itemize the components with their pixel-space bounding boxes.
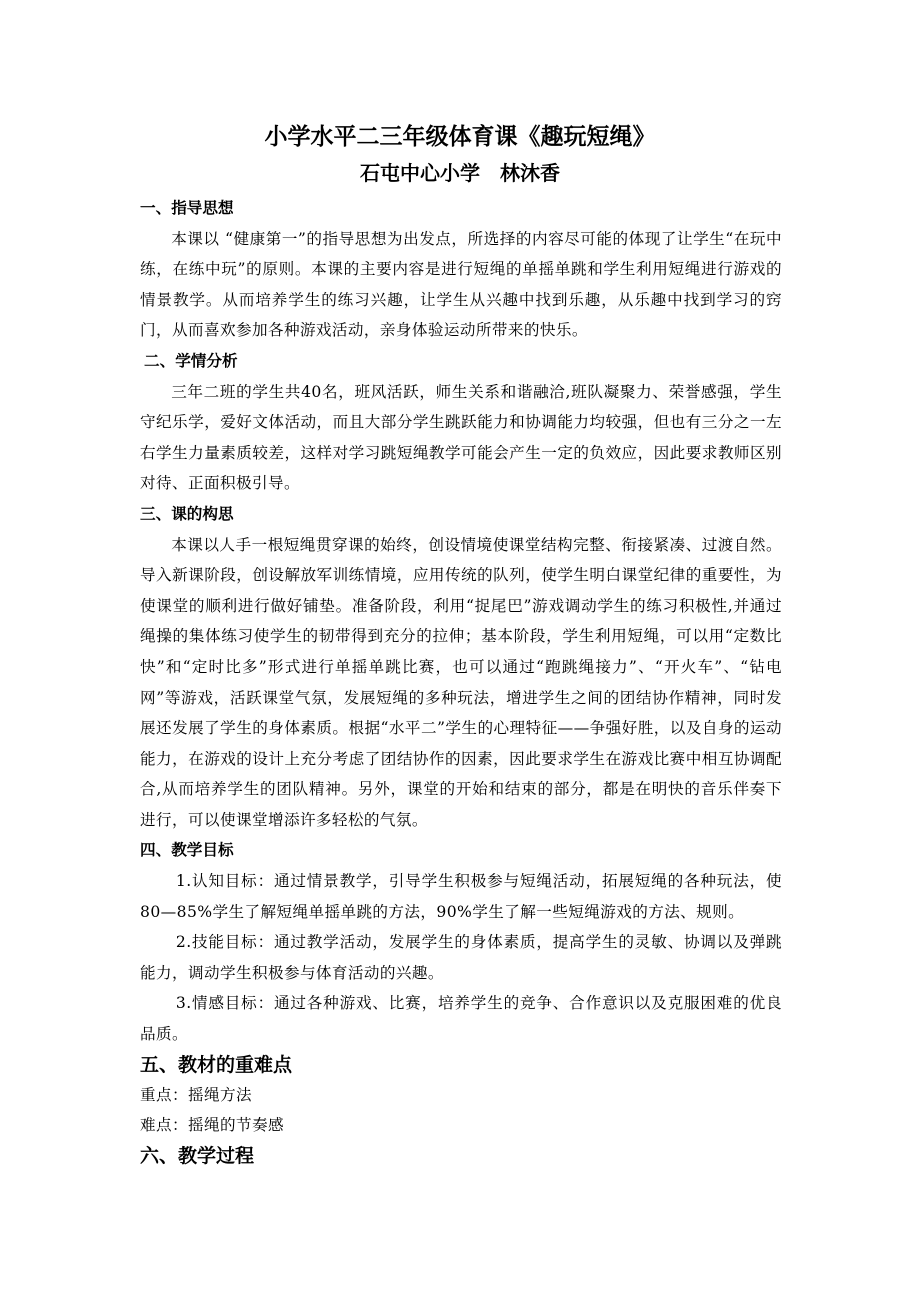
difficult-point-line: 难点：摇绳的节奏感	[140, 1116, 284, 1135]
section-heading-key-points: 五、教材的重难点	[140, 1053, 293, 1076]
author-line: 石屯中心小学 林沐香	[360, 161, 560, 185]
paragraph-lesson-concept: 本课以人手一根短绳贯穿课的始终，创设情境使课堂结构完整、衔接紧凑、过渡自然。导入新课阶段，创设解放军训练情境，应用传统的队列，使学生明白课堂纪律的重要性，为使课堂的顺利进行做好铺垫。准备阶段，利用“捉尾巴”游戏调动学生的练习积极性,并通过绳操的集体练习使学生的韧带得到充分的拉伸；基本阶段，学生利用短绳，可以用“定数比快”和“定时比多”形式进行单摇单跳比赛，也可以通过“跑跳绳接力”、“开火车”、“钻电网”等游戏，活跃课堂气氛，发展短绳的多种玩法，增进学生之间的团结协作精神，同时发展还发展了学生的身体素质。根据“水平二”学生的心理特征——争强好胜，以及自身的运动能力，在游戏的设计上充分考虑了团结协作的因素，因此要求学生在游戏比赛中相互协调配合,从而培养学生的团队精神。另外，课堂的开始和结束的部分，都是在明快的音乐伴奏下进行，可以使课堂增添许多轻松的气氛。	[140, 535, 782, 829]
paragraph-guiding-idea: 本课以 “健康第一”的指导思想为出发点，所选择的内容尽可能的体现了让学生“在玩中练，在练中玩”的原则。本课的主要内容是进行短绳的单摇单跳和学生利用短绳进行游戏的情景教学。从而培养学生的练习兴趣，让学生从兴趣中找到乐趣，从乐趣中找到学习的窍门，从而喜欢参加各种游戏活动，亲身体验运动所带来的快乐。	[140, 229, 782, 340]
section-heading-lesson-concept: 三、课的构思	[140, 503, 234, 523]
section-heading-teaching-process: 六、教学过程	[140, 1144, 255, 1167]
goal-skill: 2.技能目标：通过教学活动，发展学生的身体素质，提高学生的灵敏、协调以及弹跳能力，调动学生积极参与体育活动的兴趣。	[140, 933, 782, 982]
document-title: 小学水平二三年级体育课《趣玩短绳》	[264, 123, 656, 150]
goal-affective: 3.情感目标：通过各种游戏、比赛，培养学生的竞争、合作意识以及克服困难的优良品质。	[140, 994, 782, 1044]
section-heading-guiding-idea: 一、指导思想	[140, 198, 234, 217]
goal-cognitive: 1.认知目标：通过情景教学，引导学生积极参与短绳活动，拓展短绳的各种玩法，使80—85%学生了解短绳单摇单跳的方法，90%学生了解一些短绳游戏的方法、规则。	[140, 872, 782, 921]
section-heading-teaching-goals: 四、教学目标	[140, 840, 234, 860]
paragraph-student-analysis: 三年二班的学生共40名，班风活跃，师生关系和谐融洽,班队凝聚力、荣誉感强，学生守纪乐学，爱好文体活动，而且大部分学生跳跃能力和协调能力均较强，但也有三分之一左右学生力量素质较差，这样对学习跳短绳教学可能会产生一定的负效应，因此要求教师区别对待、正面积极引导。	[140, 382, 782, 493]
key-point-line: 重点：摇绳方法	[140, 1085, 252, 1104]
section-heading-student-analysis: 二、学情分析	[144, 350, 238, 370]
document-body	[140, 193, 782, 1171]
